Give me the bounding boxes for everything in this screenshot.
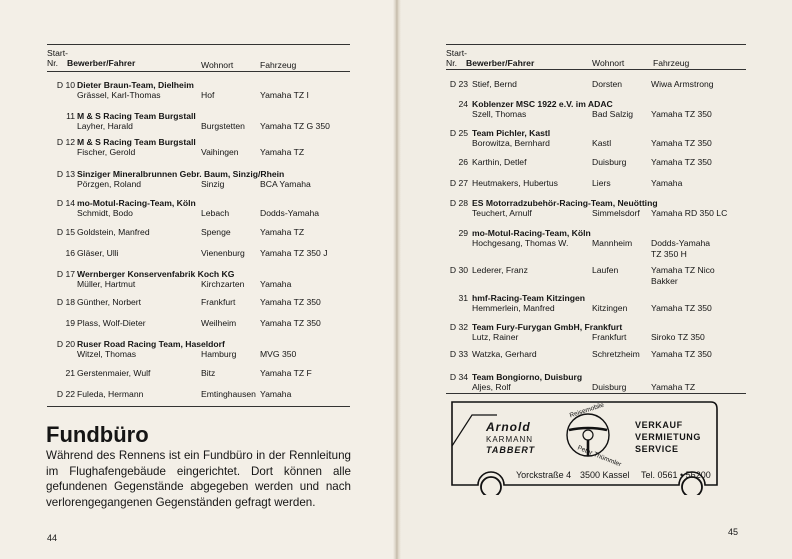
vehicle: Yamaha TZ 350 bbox=[651, 157, 712, 167]
vehicle: BCA Yamaha bbox=[260, 179, 311, 189]
vehicle: Yamaha TZ 350 bbox=[651, 303, 712, 313]
residence: Kastl bbox=[592, 138, 612, 148]
book-spine bbox=[393, 0, 401, 559]
start-number: 24 bbox=[458, 99, 468, 109]
vehicle: Yamaha TZ G 350 bbox=[260, 121, 330, 131]
competitor-column-header: Bewerber/Fahrer bbox=[67, 58, 136, 68]
start-number: D 10 bbox=[56, 80, 75, 90]
residence: Liers bbox=[592, 178, 611, 188]
vehicle-column-header: Fahrzeug bbox=[653, 58, 690, 68]
rider-name: Stief, Bernd bbox=[472, 79, 517, 89]
ad-rental: VERMIETUNG bbox=[635, 432, 702, 442]
residence-column-header: Wohnort bbox=[592, 58, 625, 68]
residence: Schretzheim bbox=[592, 349, 640, 359]
residence: Dorsten bbox=[592, 79, 623, 89]
rider-name: Günther, Norbert bbox=[77, 297, 142, 307]
residence: Lebach bbox=[201, 208, 230, 218]
rider-name: Goldstein, Manfred bbox=[77, 227, 150, 237]
start-number: D 34 bbox=[449, 372, 468, 382]
team-name: mo-Motul-Racing-Team, Köln bbox=[472, 228, 591, 238]
start-number: 21 bbox=[65, 368, 75, 378]
brand-karmann: KARMANN bbox=[486, 435, 534, 444]
rider-name: Watzka, Gerhard bbox=[472, 349, 537, 359]
rider-name: Pörzgen, Roland bbox=[77, 179, 142, 189]
residence: Frankfurt bbox=[592, 332, 627, 342]
start-number: D 12 bbox=[56, 137, 75, 147]
start-number: 31 bbox=[458, 293, 468, 303]
start-number: D 22 bbox=[56, 389, 75, 399]
rider-name: Aljes, Rolf bbox=[472, 382, 511, 392]
residence: Kirchzarten bbox=[201, 279, 245, 289]
vehicle: MVG 350 bbox=[260, 349, 297, 359]
rider-name: Hochgesang, Thomas W. bbox=[472, 238, 569, 248]
vehicle: Yamaha TZ bbox=[260, 147, 305, 157]
rider-name: Plass, Wolf-Dieter bbox=[77, 318, 146, 328]
nr-label: Nr. bbox=[446, 58, 457, 68]
page-number-left: 44 bbox=[47, 533, 58, 543]
team-name: Koblenzer MSC 1922 e.V. im ADAC bbox=[472, 99, 613, 109]
residence: Hof bbox=[201, 90, 215, 100]
rider-name: Gerstenmaier, Wulf bbox=[77, 368, 151, 378]
rider-name: Heutmakers, Hubertus bbox=[472, 178, 558, 188]
residence: Simmelsdorf bbox=[592, 208, 640, 218]
page-number-right: 45 bbox=[728, 527, 739, 537]
residence: Mannheim bbox=[592, 238, 633, 248]
vehicle: Yamaha TZ 350 bbox=[260, 297, 321, 307]
start-number: D 23 bbox=[449, 79, 468, 89]
start-number: D 18 bbox=[56, 297, 75, 307]
vehicle: Yamaha TZ F bbox=[260, 368, 312, 378]
residence-column-header: Wohnort bbox=[201, 60, 234, 70]
start-number: D 17 bbox=[56, 269, 75, 279]
rider-name: Layher, Harald bbox=[77, 121, 133, 131]
rider-name: Müller, Hartmut bbox=[77, 279, 136, 289]
residence: Emtinghausen bbox=[201, 389, 256, 399]
vehicle: Yamaha bbox=[260, 389, 292, 399]
start-label: Start- bbox=[47, 48, 69, 58]
start-label: Start- bbox=[446, 48, 468, 58]
start-number: D 30 bbox=[449, 265, 468, 275]
vehicle: Yamaha TZ 350 bbox=[651, 109, 712, 119]
vehicle: Yamaha TZ bbox=[260, 227, 305, 237]
start-number: 19 bbox=[65, 318, 75, 328]
rider-name: Lutz, Rainer bbox=[472, 332, 519, 342]
vehicle: Yamaha RD 350 LC bbox=[651, 208, 728, 218]
residence: Vienenburg bbox=[201, 248, 245, 258]
fundbuero-title: Fundbüro bbox=[46, 422, 149, 447]
vehicle: Yamaha TZ I bbox=[260, 90, 309, 100]
rider-name: Hemmerlein, Manfred bbox=[472, 303, 555, 313]
team-name: mo-Motul-Racing-Team, Köln bbox=[77, 198, 196, 208]
ad-address: Yorckstraße 4 bbox=[516, 470, 572, 480]
residence: Bad Salzig bbox=[592, 109, 634, 119]
vehicle-line-2: TZ 350 H bbox=[651, 249, 687, 259]
team-name: Dieter Braun-Team, Dielheim bbox=[77, 80, 194, 90]
start-number: 11 bbox=[66, 111, 75, 121]
start-number: D 20 bbox=[56, 339, 75, 349]
start-number: 29 bbox=[458, 228, 468, 238]
residence: Burgstetten bbox=[201, 121, 245, 131]
ad-city: 3500 Kassel bbox=[580, 470, 630, 480]
advertisement bbox=[449, 399, 720, 495]
vehicle: Yamaha TZ bbox=[651, 382, 696, 392]
residence: Laufen bbox=[592, 265, 619, 275]
rider-name: Borowitza, Bernhard bbox=[472, 138, 550, 148]
ad-phone: Tel. 0561 • 56200 bbox=[641, 470, 711, 480]
vehicle: Dodds-Yamaha bbox=[260, 208, 320, 218]
residence: Sinzig bbox=[201, 179, 225, 189]
ad-service: SERVICE bbox=[635, 444, 679, 454]
start-number: D 25 bbox=[449, 128, 468, 138]
rider-name: Fuleda, Hermann bbox=[77, 389, 144, 399]
brand-arnold: Arnold bbox=[486, 420, 531, 434]
residence: Frankfurt bbox=[201, 297, 236, 307]
rider-name: Witzel, Thomas bbox=[77, 349, 137, 359]
residence: Duisburg bbox=[592, 157, 627, 167]
start-number: D 14 bbox=[56, 198, 75, 208]
rider-name: Szell, Thomas bbox=[472, 109, 527, 119]
team-name: Ruser Road Racing Team, Haseldorf bbox=[77, 339, 225, 349]
vehicle: Yamaha TZ 350 bbox=[651, 349, 712, 359]
vehicle: Yamaha TZ 350 bbox=[651, 138, 712, 148]
vehicle-line-2: Bakker bbox=[651, 276, 678, 286]
vehicle: Yamaha bbox=[651, 178, 683, 188]
residence: Duisburg bbox=[592, 382, 627, 392]
rider-name: Schmidt, Bodo bbox=[77, 208, 133, 218]
rider-name: Karthin, Detlef bbox=[472, 157, 527, 167]
rider-name: Grässel, Karl-Thomas bbox=[77, 90, 161, 100]
vehicle: Yamaha bbox=[260, 279, 292, 289]
team-name: hmf-Racing-Team Kitzingen bbox=[472, 293, 585, 303]
arc-text-name: Peter Thümmler bbox=[576, 444, 623, 469]
rider-name: Lederer, Franz bbox=[472, 265, 528, 275]
start-number: D 28 bbox=[449, 198, 468, 208]
team-name: Sinziger Mineralbrunnen Gebr. Baum, Sinzig/Rhein bbox=[77, 169, 285, 179]
residence: Bitz bbox=[201, 368, 216, 378]
fundbuero-text: Während des Rennens ist ein Fundbüro in der Rennleitung im Flughafengebäude eingerichtet. Dort können alle gefundenen Gegenstände abgegeben werden und nach verlorengegangenen Gegenständen gefragt werden. bbox=[46, 449, 351, 509]
start-number: 16 bbox=[65, 248, 75, 258]
team-name: ES Motorradzubehör-Racing-Team, Neuötting bbox=[472, 198, 658, 208]
start-number: D 27 bbox=[449, 178, 468, 188]
residence: Kitzingen bbox=[592, 303, 628, 313]
residence: Vaihingen bbox=[201, 147, 239, 157]
start-number: D 33 bbox=[449, 349, 468, 359]
rider-name: Fischer, Gerold bbox=[77, 147, 136, 157]
team-name: Team Pichler, Kastl bbox=[472, 128, 551, 138]
residence: Weilheim bbox=[201, 318, 237, 328]
rider-name: Gläser, Ulli bbox=[77, 248, 119, 258]
vehicle: Yamaha TZ 350 bbox=[260, 318, 321, 328]
start-number: D 15 bbox=[56, 227, 75, 237]
rider-name: Teuchert, Arnulf bbox=[472, 208, 532, 218]
vehicle: Yamaha TZ 350 J bbox=[260, 248, 328, 258]
start-number: D 32 bbox=[449, 322, 468, 332]
start-number: D 13 bbox=[56, 169, 75, 179]
vehicle: Dodds-Yamaha bbox=[651, 238, 711, 248]
team-name: Team Bongiorno, Duisburg bbox=[472, 372, 583, 382]
vehicle: Yamaha TZ Nico bbox=[651, 265, 715, 275]
ad-sales: VERKAUF bbox=[635, 420, 683, 430]
residence: Hamburg bbox=[201, 349, 237, 359]
vehicle: Siroko TZ 350 bbox=[651, 332, 705, 342]
arc-text-reisemobile: Reisemobile bbox=[568, 401, 605, 420]
brand-tabbert: TABBERT bbox=[486, 445, 536, 455]
nr-label: Nr. bbox=[47, 58, 58, 68]
vehicle-column-header: Fahrzeug bbox=[260, 60, 297, 70]
team-name: M & S Racing Team Burgstall bbox=[77, 111, 196, 121]
competitor-column-header: Bewerber/Fahrer bbox=[466, 58, 535, 68]
team-name: Team Fury-Furygan GmbH, Frankfurt bbox=[472, 322, 623, 332]
residence: Spenge bbox=[201, 227, 231, 237]
team-name: Wernberger Konservenfabrik Koch KG bbox=[77, 269, 235, 279]
start-number: 26 bbox=[458, 157, 468, 167]
vehicle: Wiwa Armstrong bbox=[651, 79, 714, 89]
team-name: M & S Racing Team Burgstall bbox=[77, 137, 196, 147]
